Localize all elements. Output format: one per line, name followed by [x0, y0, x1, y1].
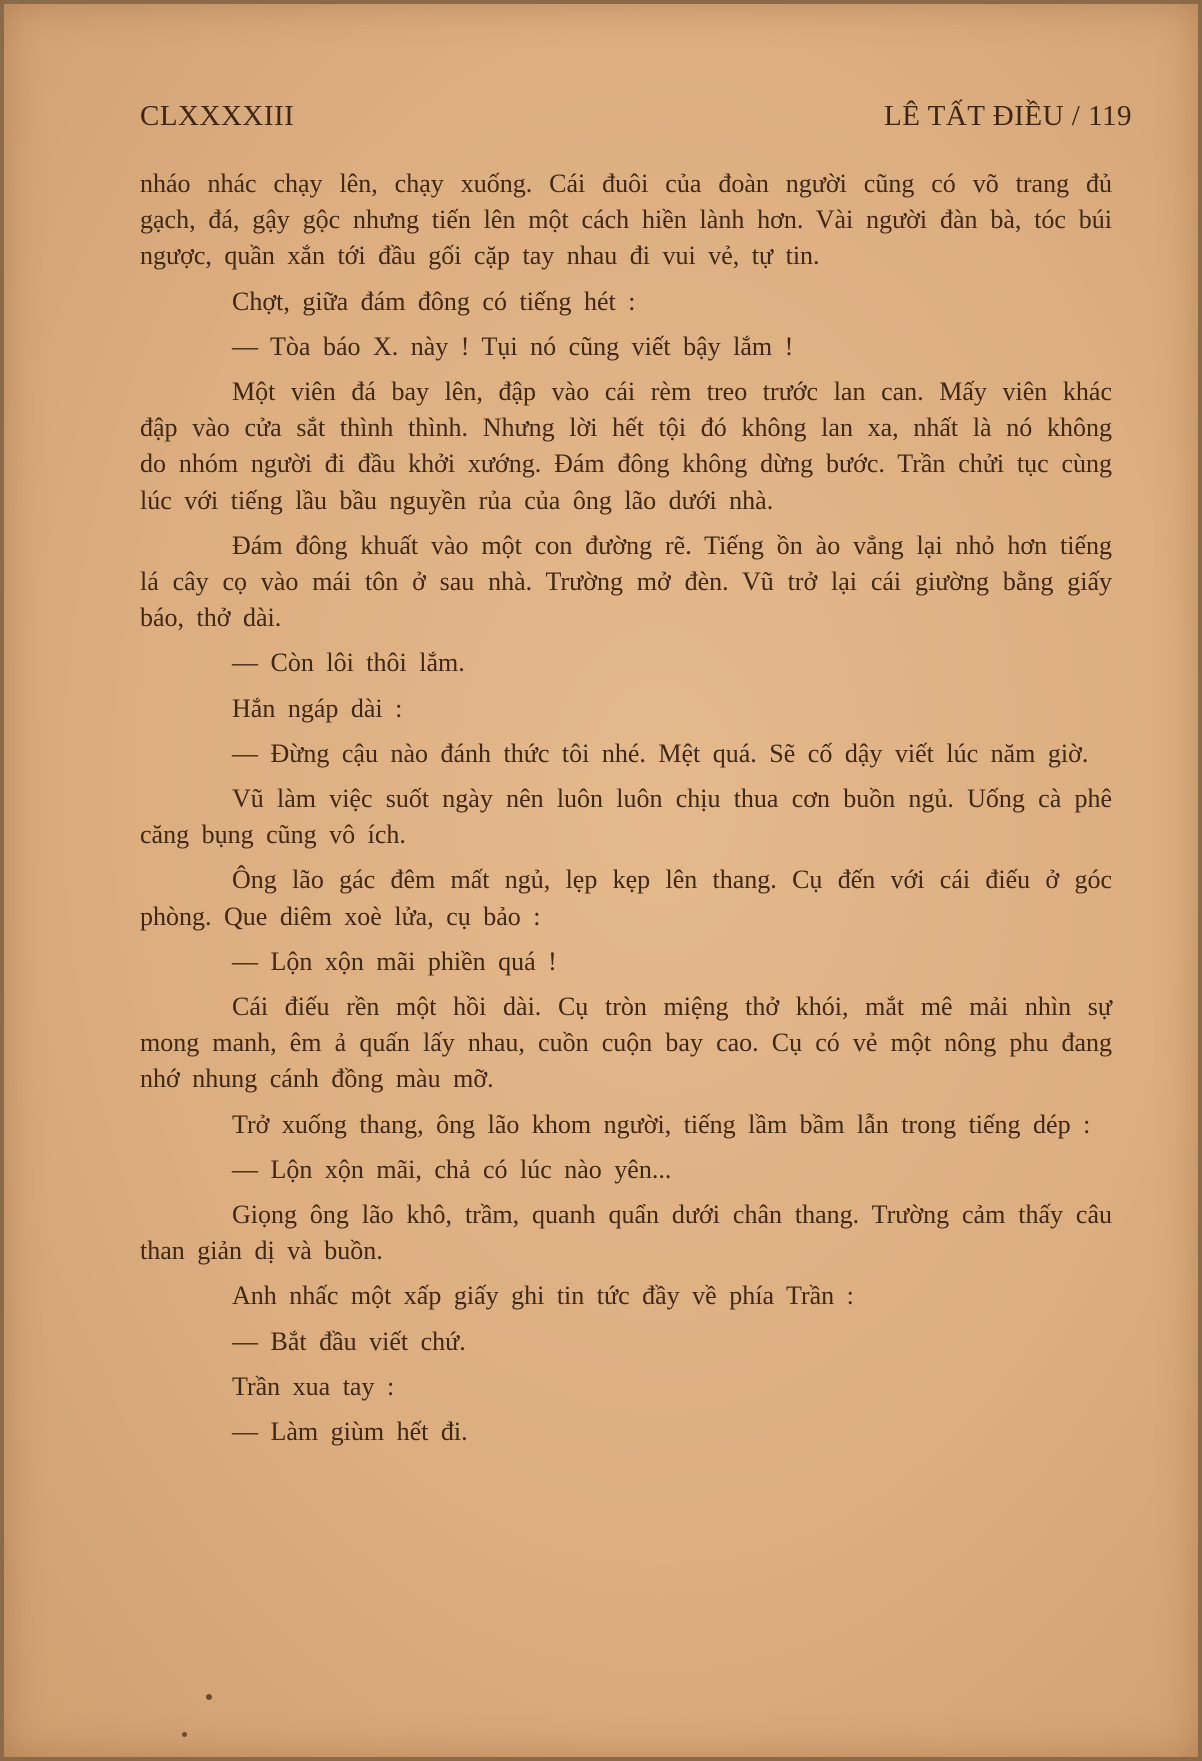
paragraph: — Làm giùm hết đi.: [232, 1417, 468, 1447]
book-page: [4, 4, 1198, 1757]
running-title: LÊ TẤT ĐIỀU / 119: [884, 100, 1132, 132]
paragraph: Trở xuống thang, ông lão khom người, tiếng lầm bầm lẫn trong tiếng dép :: [232, 1109, 1091, 1139]
paragraph: nháo nhác chạy lên, chạy xuống. Cái đuôi của đoàn người cũng có võ trang đủ gạch, đá, gậy gộc nhưng tiến lên một cách hiền lành hơn. Vài người đàn bà, tóc búi ngược, quần xắn tới đầu gối cặp tay nhau đi vui vẻ, tự tin.: [140, 169, 1112, 271]
paragraph: Vũ làm việc suốt ngày nên luôn luôn chịu thua cơn buồn ngủ. Uống cà phê căng bụng cũng vô ích.: [140, 784, 1112, 850]
paragraph: — Còn lôi thôi lắm.: [232, 648, 465, 678]
paragraph: Hắn ngáp dài :: [232, 693, 403, 723]
paragraph: Trần xua tay :: [232, 1371, 395, 1401]
paragraph: Một viên đá bay lên, đập vào cái rèm treo trước lan can. Mấy viên khác đập vào cửa sắt thình thình. Nhưng lời hết tội đó không lan xa, nhất là nó không do nhóm người đi đầu khởi xướng. Đám đông không dừng bước. Trần chửi tục cùng lúc với tiếng lầu bầu nguyền rủa của ông lão dưới nhà.: [140, 377, 1112, 515]
paragraph: — Bắt đầu viết chứ.: [232, 1326, 466, 1356]
paragraph: — Tòa báo X. này ! Tụi nó cũng viết bậy lắm !: [232, 331, 794, 361]
paragraph: Cái điếu rền một hồi dài. Cụ tròn miệng thở khói, mắt mê mải nhìn sự mong manh, êm ả quấn lấy nhau, cuồn cuộn bay cao. Cụ có vẻ một nông phu đang nhớ nhung cánh đồng màu mỡ.: [140, 992, 1112, 1094]
paragraph: Đám đông khuất vào một con đường rẽ. Tiếng ồn ào vẳng lại nhỏ hơn tiếng lá cây cọ vào mái tôn ở sau nhà. Trường mở đèn. Vũ trở lại cái giường bằng giấy báo, thở dài.: [140, 530, 1112, 633]
body-text: [140, 166, 1112, 1459]
chapter-number: CLXXXXIII: [140, 100, 295, 132]
paragraph: — Lộn xộn mãi phiền quá !: [232, 946, 557, 976]
ink-speck: [182, 1732, 187, 1737]
paragraph: Chợt, giữa đám đông có tiếng hét :: [232, 286, 636, 316]
paragraph: — Đừng cậu nào đánh thức tôi nhé. Mệt quá. Sẽ cố dậy viết lúc năm giờ.: [232, 738, 1089, 768]
ink-speck: [206, 1694, 212, 1700]
paragraph: Ông lão gác đêm mất ngủ, lẹp kẹp lên thang. Cụ đến với cái điếu ở góc phòng. Que diêm xoè lửa, cụ bảo :: [140, 865, 1112, 931]
paragraph: — Lộn xộn mãi, chả có lúc nào yên...: [232, 1154, 672, 1184]
paragraph: Anh nhấc một xấp giấy ghi tin tức đầy về phía Trần :: [232, 1281, 854, 1311]
page-header: [140, 100, 1132, 140]
paragraph: Giọng ông lão khô, trầm, quanh quẩn dưới chân thang. Trường cảm thấy câu than giản dị và buồn.: [140, 1200, 1112, 1266]
